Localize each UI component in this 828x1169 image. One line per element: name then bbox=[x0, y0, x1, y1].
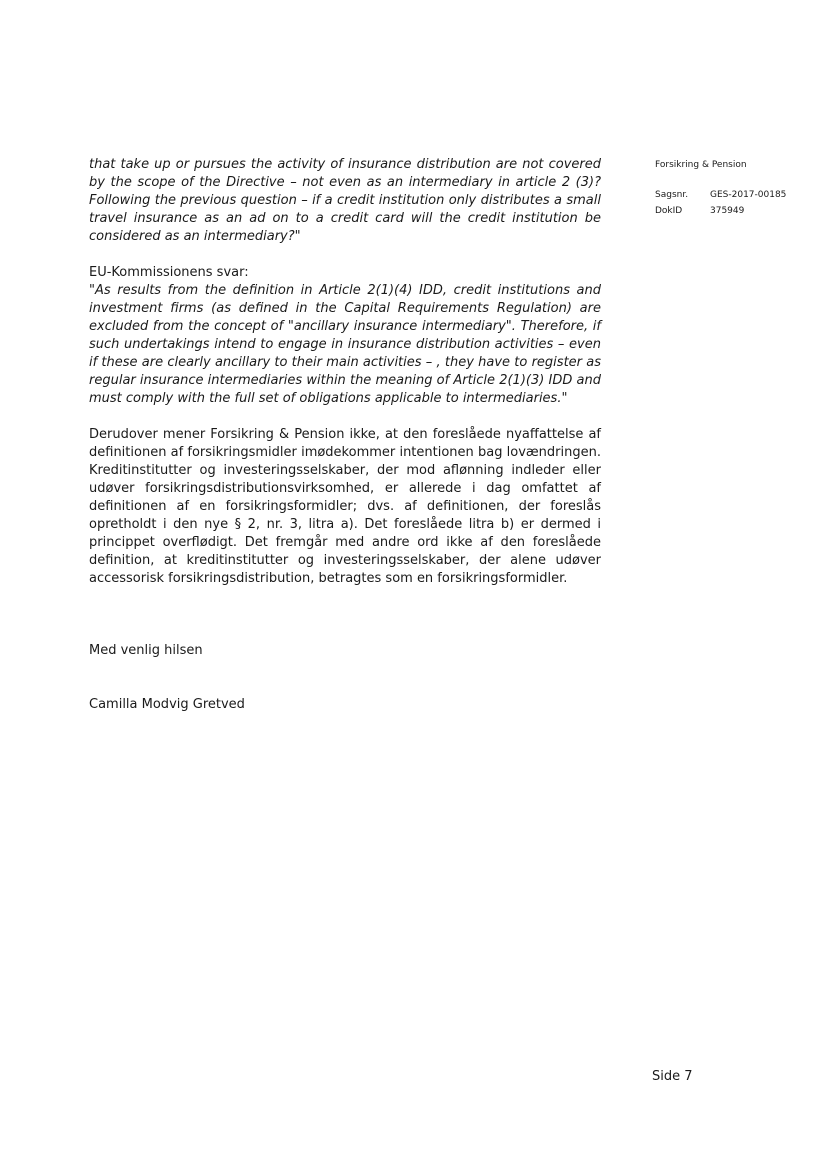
commission-answer: "As results from the definition in Article 2(1)(4) IDD, credit institutions and investment firms (as defined in the Capital Requirements Regulation) are excluded from the concept of "ancillary insurance intermediary". Therefore, if such undertakings intend to engage in insurance distribution activities – even if these are clearly ancillary to their main activities – , they have to register as regular insurance intermediaries within the meaning of Article 2(1)(3) IDD and must comply with the full set of obligations applicable to intermediaries." bbox=[89, 283, 601, 406]
page-number: Side 7 bbox=[652, 1069, 693, 1084]
case-number-label: Sagsnr. bbox=[655, 190, 689, 200]
document-metadata bbox=[655, 157, 815, 219]
question-continuation: that take up or pursues the activity of insurance distribution are not covered by the scope of the Directive – not even as an intermediary in article 2 (3)? Following the previous question – if a credit institution only distributes a small travel insurance as an ad on to a credit card will the credit institution be considered as an intermediary?" bbox=[89, 157, 601, 244]
case-number-value: GES-2017-00185 bbox=[710, 190, 787, 200]
doc-id-value: 375949 bbox=[710, 206, 745, 216]
doc-id-label: DokID bbox=[655, 206, 683, 216]
case-number-row bbox=[655, 187, 815, 203]
organization-name: Forsikring & Pension bbox=[655, 160, 747, 170]
position-paragraph: Derudover mener Forsikring & Pension ikke, at den foreslåede nyaffattelse af definitionen af forsikringsmidler imødekommer intentionen bag lovændringen. Kreditinstitutter og investeringsselskaber, der mod aflønning indleder eller udøver forsikringsdistributionsvirksomhed, er allerede i dag omfattet af definitionen af en forsikringsformidler; dvs. af definitionen, der foreslås opretholdt i den nye § 2, nr. 3, litra a). Det foreslåede litra b) er dermed i princippet overflødigt. Det fremgår med andre ord ikke af den foreslåede definition, at kreditinstitutter og investeringsselskaber, der alene udøver accessorisk forsikringsdistribution, betragtes som en forsikringsformidler. bbox=[89, 427, 601, 586]
signature-name: Camilla Modvig Gretved bbox=[89, 697, 245, 712]
closing-greeting: Med venlig hilsen bbox=[89, 643, 203, 658]
doc-id-row bbox=[655, 203, 815, 219]
answer-heading: EU-Kommissionens svar: bbox=[89, 265, 249, 280]
letter-body bbox=[89, 156, 601, 714]
